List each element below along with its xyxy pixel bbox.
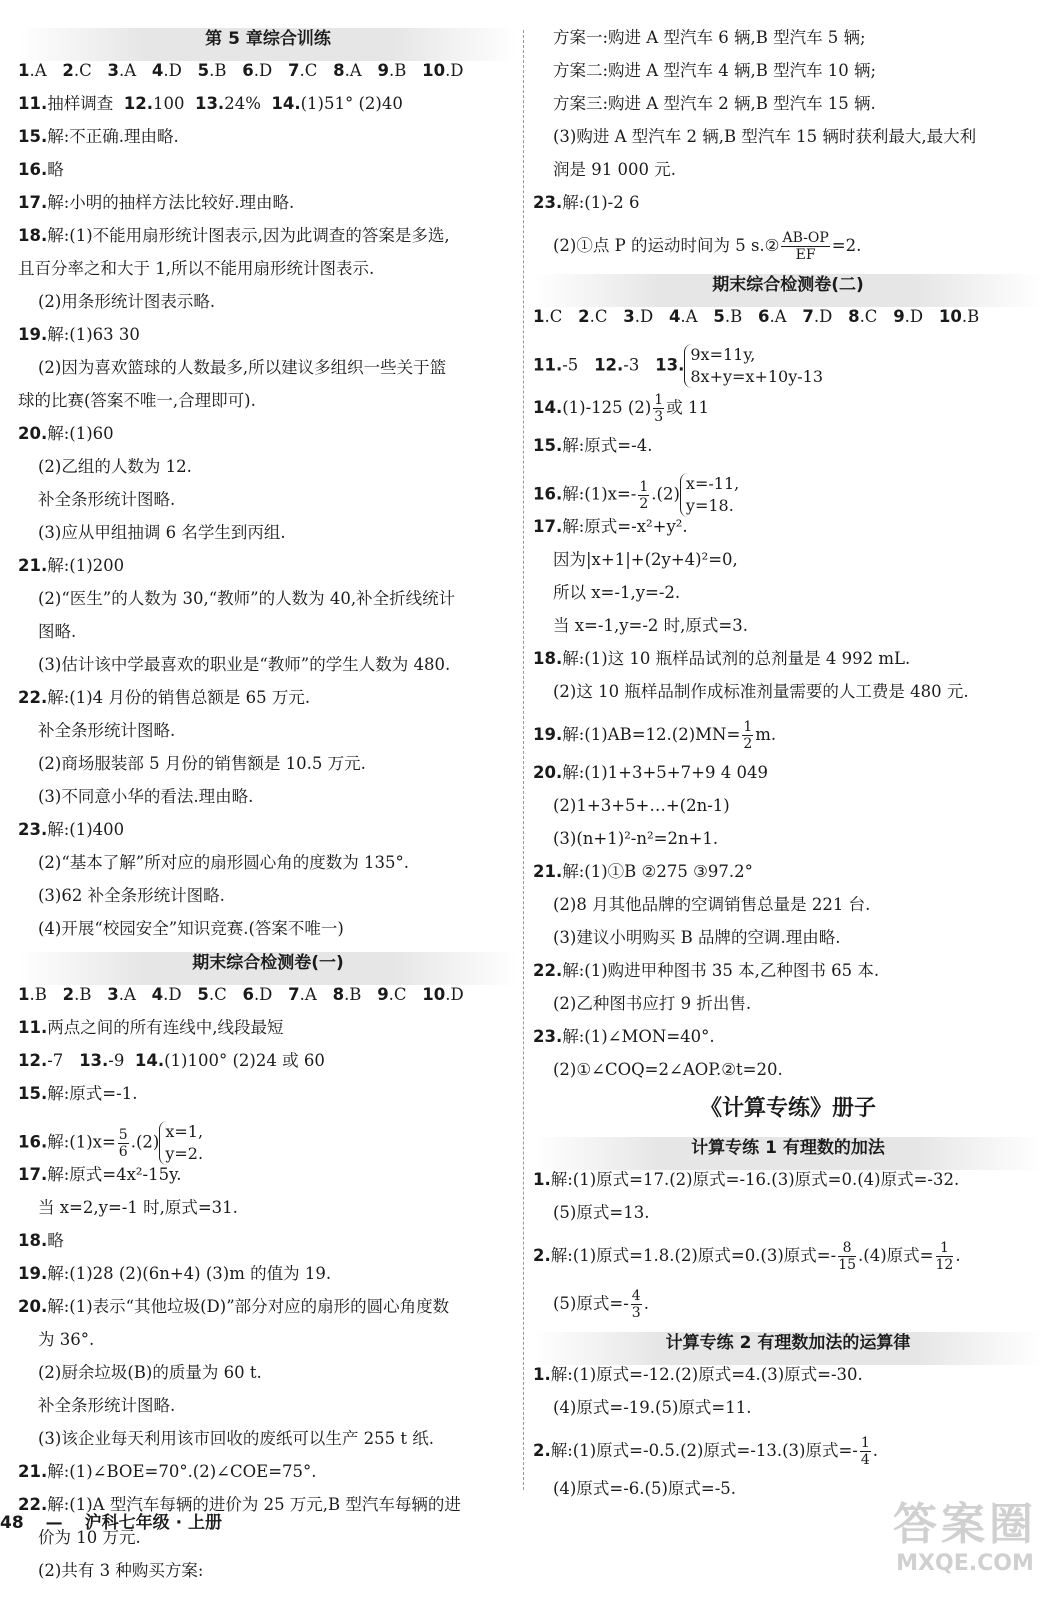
watermark-text: 答案圈 [893,1499,1037,1550]
answer-22-part3: (3)不同意小华的看法.理由略. [38,787,254,806]
final2-answer-23-part2: (2)①∠COQ=2∠AOP.②t=20. [553,1060,783,1079]
equation-system: x=1, y=2. [159,1121,203,1165]
fraction: $\frac{5}{6}$ [118,1126,128,1160]
final1-answer-22-part2: (2)共有 3 种购买方案: [38,1561,204,1580]
final2-answer-20: 20.解:(1)1+3+5+7+9 4 049 [533,763,768,782]
choice-answers-3: 1.C 2.C 3.D 4.A 5.B 6.A 7.D 8.C 9.D 10.B [533,307,980,326]
final1-answer-20-note: 补全条形统计图略. [38,1396,176,1415]
final1-answer-18: 18.略 [18,1231,64,1250]
answer-20-part3: (3)应从甲组抽调 6 名学生到丙组. [38,523,286,542]
fraction: $\frac{1}{4}$ [860,1435,870,1468]
final1-answer-23: 23.解:(1)-2 6 [533,193,640,212]
final2-answer-15: 15.解:原式=-4. [533,436,653,455]
answer-22-part3: (3)购进 A 型汽车 2 辆,B 型汽车 15 辆时获利最大,最大利 [553,127,977,146]
final2-answer-17-cont1: 因为|x+1|+(2y+4)²=0, [553,550,738,569]
final2-answer-23: 23.解:(1)∠MON=40°. [533,1027,715,1046]
final1-answer-17: 17.解:原式=4x²-15y. [18,1165,182,1184]
section-heading-calc-2: 计算专练 2 有理数加法的运算律 [533,1332,1043,1365]
answer-20: 20.解:(1)60 [18,424,114,443]
calc1-answer-1: 1.解:(1)原式=17.(2)原式=-16.(3)原式=0.(4)原式=-32. [533,1170,960,1189]
answer-23-part3: (3)62 补全条形统计图略. [38,886,225,905]
final1-answer-20-part3: (3)该企业每天利用该市回收的废纸可以生产 255 t 纸. [38,1429,434,1448]
final1-answer-11: 11.两点之间的所有连线中,线段最短 [18,1018,284,1037]
final2-answer-18-part2: (2)这 10 瓶样品制作成标准剂量需要的人工费是 480 元. [553,682,969,701]
answer-21-part3: (3)估计该中学最喜欢的职业是“教师”的学生人数为 480. [38,655,451,674]
answer-16: 16.略 [18,160,64,179]
final2-answer-17: 17.解:原式=-x²+y². [533,517,688,536]
final1-answer-20-cont: 为 36°. [38,1330,95,1349]
fraction: $\frac{1}{2}$ [639,478,649,512]
answer-21: 21.解:(1)200 [18,556,125,575]
fraction: $\frac{4}{3}$ [631,1288,641,1321]
final2-answer-21-part3: (3)建议小明购买 B 品牌的空调.理由略. [553,928,841,947]
answer-18: 18.解:(1)不能用扇形统计图表示,因为此调查的答案是多选, [18,226,450,245]
final2-answer-20-part3: (3)(n+1)²-n²=2n+1. [553,829,719,848]
final1-answer-17-cont: 当 x=2,y=-1 时,原式=31. [38,1198,238,1217]
answer-23-part4: (4)开展“校园安全”知识竞赛.(答案不唯一) [38,919,344,938]
answer-17: 17.解:小明的抽样方法比较好.理由略. [18,193,295,212]
plan-2: 方案二:购进 A 型汽车 4 辆,B 型汽车 10 辆; [553,61,877,80]
plan-1: 方案一:购进 A 型汽车 6 辆,B 型汽车 5 辆; [553,28,866,47]
fraction: $\frac{AB-OP}{EF}$ [782,230,829,263]
answer-22: 22.解:(1)4 月份的销售总额是 65 万元. [18,688,311,707]
final1-answer-23-part2: (2)①点 P 的运动时间为 5 s.② $\frac{AB-OP}{EF}$ =2. [553,230,862,263]
final2-answer-11-13: 11.-5 12.-3 13.9x=11y, 8x+y=x+10y-13 [533,345,824,386]
answer-21-cont: 图略. [38,622,77,641]
answer-23: 23.解:(1)400 [18,820,125,839]
final1-answer-21: 21.解:(1)∠BOE=70°.(2)∠COE=75°. [18,1462,317,1481]
fraction: $\frac{8}{15}$ [838,1240,857,1273]
equation-system: x=-11, y=18. [680,473,739,517]
final2-answer-22: 22.解:(1)购进甲种图书 35 本,乙种图书 65 本. [533,961,880,980]
answer-21-part2: (2)“医生”的人数为 30,“教师”的人数为 40,补全折线统计 [38,589,456,608]
final1-answer-22-cont: 价为 10 万元. [38,1528,141,1547]
final2-answer-16: 16.解:(1)x=- $\frac{1}{2}$ .(2)x=-11, y=18. [533,474,740,515]
section-heading-ch5: 第 5 章综合训练 [18,28,518,61]
choice-answers-2: 1.B 2.B 3.A 4.D 5.C 6.D 7.A 8.B 9.C 10.D [18,985,464,1004]
calc2-answer-2: 2.解:(1)原式=-0.5.(2)原式=-13.(3)原式=- $\frac{1}{4}$ . [533,1435,879,1468]
answer-15: 15.解:不正确.理由略. [18,127,179,146]
section-heading-final-1: 期末综合检测卷(一) [18,952,518,985]
booklet-title: 《计算专练》册子 [699,1096,876,1121]
plan-3: 方案三:购进 A 型汽车 2 辆,B 型汽车 15 辆. [553,94,876,113]
answer-20-part2: (2)乙组的人数为 12. [38,457,192,476]
section-heading-calc-1: 计算专练 1 有理数的加法 [533,1137,1043,1170]
final2-answer-22-part2: (2)乙种图书应打 9 折出售. [553,994,752,1013]
final2-answer-19: 19.解:(1)AB=12.(2)MN= $\frac{1}{2}$ m. [533,719,777,752]
final2-answer-17-cont2: 所以 x=-1,y=-2. [553,583,681,602]
footer-dash: — [45,1513,63,1533]
choice-answers-1: 1.A 2.C 3.A 4.D 5.B 6.D 7.C 8.A 9.B 10.D [18,61,464,80]
calc1-answer-1-cont: (5)原式=13. [553,1203,650,1222]
answer-19: 19.解:(1)63 30 [18,325,140,344]
page-footer [0,1508,244,1533]
equation-system: 9x=11y, 8x+y=x+10y-13 [684,344,823,388]
right-column [533,28,1043,1512]
watermark-url: MXQE.COM [896,1551,1034,1576]
answer-23-part2: (2)“基本了解”所对应的扇形圆心角的度数为 135°. [38,853,409,872]
answer-20-note: 补全条形统计图略. [38,490,176,509]
answer-22-part3-cont: 润是 91 000 元. [553,160,676,179]
calc1-answer-2-cont: (5)原式=- $\frac{4}{3}$ . [553,1288,649,1321]
final2-answer-21: 21.解:(1)①B ②275 ③97.2° [533,862,753,881]
final2-answer-14: 14.(1)-125 (2) $\frac{1}{3}$ 或 11 [533,392,709,425]
answer-19-cont: 球的比赛(答案不唯一,合理即可). [18,391,256,410]
calc2-answer-2-cont: (4)原式=-6.(5)原式=-5. [553,1479,737,1498]
fraction: $\frac{1}{12}$ [935,1240,954,1273]
section-heading-final-2: 期末综合检测卷(二) [533,274,1043,307]
answer-11-14: 11.抽样调查 12.100 13.24% 14.(1)51° (2)40 [18,94,403,113]
calc1-answer-2: 2.解:(1)原式=1.8.(2)原式=0.(3)原式=- $\frac{8}{15}$ .(4)原式= $\frac{1}{12}$ . [533,1240,961,1273]
book-name: 沪科七年级 · 上册 [84,1513,222,1533]
final2-answer-20-part2: (2)1+3+5+…+(2n-1) [553,796,730,815]
answer-19-part2: (2)因为喜欢篮球的人数最多,所以建议多组织一些关于篮 [38,358,447,377]
final1-answer-22: 22.解:(1)A 型汽车每辆的进价为 25 万元,B 型汽车每辆的进 [18,1495,461,1514]
final1-answer-12-14: 12.-7 13.-9 14.(1)100° (2)24 或 60 [18,1051,325,1070]
calc2-answer-1: 1.解:(1)原式=-12.(2)原式=4.(3)原式=-30. [533,1365,863,1384]
answer-22-part2: (2)商场服装部 5 月份的销售额是 10.5 万元. [38,754,366,773]
final2-answer-17-cont3: 当 x=-1,y=-2 时,原式=3. [553,616,748,635]
final2-answer-21-part2: (2)8 月其他品牌的空调销售总量是 221 台. [553,895,871,914]
answer-22-note: 补全条形统计图略. [38,721,176,740]
left-column [18,28,518,1594]
watermark-logo [880,1500,1050,1588]
final1-answer-20-part2: (2)厨余垃圾(B)的质量为 60 t. [38,1363,262,1382]
page-number: 48 [0,1513,24,1533]
answer-18-part2: (2)用条形统计图表示略. [38,292,216,311]
final1-answer-19: 19.解:(1)28 (2)(6n+4) (3)m 的值为 19. [18,1264,332,1283]
final1-answer-15: 15.解:原式=-1. [18,1084,138,1103]
final1-answer-20: 20.解:(1)表示“其他垃圾(D)”部分对应的扇形的圆心角度数 [18,1297,450,1316]
fraction: $\frac{1}{2}$ [743,719,753,752]
fraction: $\frac{1}{3}$ [654,392,664,425]
answer-18-cont: 且百分率之和大于 1,所以不能用扇形统计图表示. [18,259,375,278]
final1-answer-16: 16.解:(1)x= $\frac{5}{6}$ .(2)x=1, y=2. [18,1122,204,1163]
final2-answer-18: 18.解:(1)这 10 瓶样品试剂的总剂量是 4 992 mL. [533,649,911,668]
calc2-answer-1-cont: (4)原式=-19.(5)原式=11. [553,1398,752,1417]
column-divider [523,30,524,1490]
